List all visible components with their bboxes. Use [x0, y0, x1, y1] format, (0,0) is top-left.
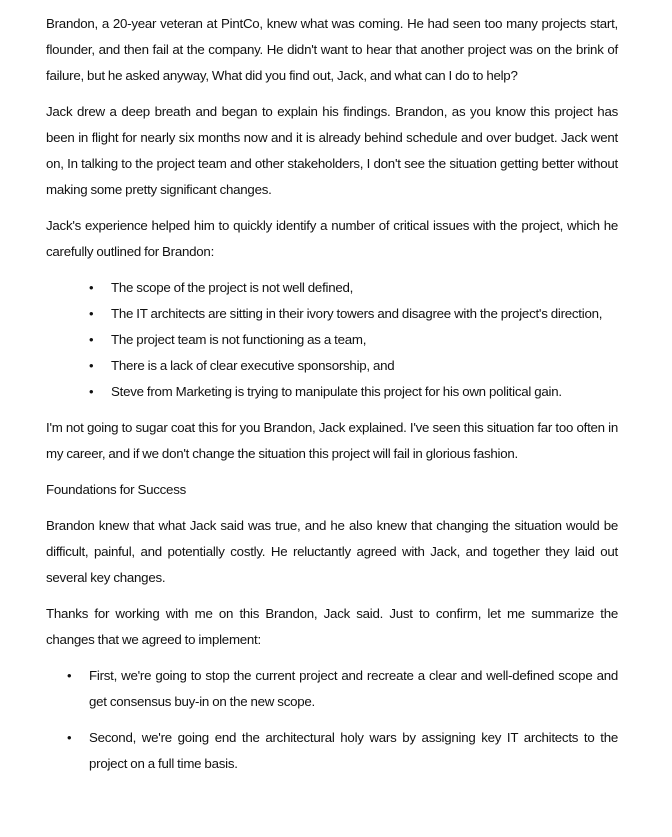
- paragraph-warning: I'm not going to sugar coat this for you Brandon, Jack explained. I've seen this situation far too often in my career, and if we don't change the situation this project will fail in glorious fashion.: [46, 420, 618, 461]
- list-item-text: The scope of the project is not well defined,: [111, 280, 354, 295]
- list-item-text: Second, we're going end the architectural holy wars by assigning key IT architects to the project on a full time basis.: [89, 730, 618, 771]
- list-item: [46, 663, 618, 715]
- bullet-icon: •: [67, 668, 72, 683]
- list-item-text: The project team is not functioning as a team,: [111, 332, 367, 347]
- section-heading: Foundations for Success: [46, 482, 186, 497]
- list-item: [46, 353, 618, 379]
- bullet-icon: •: [89, 280, 94, 295]
- paragraph-agreement: Brandon knew that what Jack said was true, and he also knew that changing the situation would be difficult, painful, and potentially costly. He reluctantly agreed with Jack, and together they laid out several key changes.: [46, 518, 618, 585]
- paragraph-findings: Jack drew a deep breath and began to explain his findings. Brandon, as you know this project has been in flight for nearly six months now and it is already behind schedule and over budget. Jack went on, In talking to the project team and other stakeholders, I don't see the situation getting better without making some pretty significant changes.: [46, 104, 618, 197]
- bullet-icon: •: [89, 358, 94, 373]
- paragraph-summary: Thanks for working with me on this Brandon, Jack said. Just to confirm, let me summarize the changes that we agreed to implement:: [46, 606, 618, 647]
- list-item-text: There is a lack of clear executive sponsorship, and: [111, 358, 395, 373]
- bullet-icon: •: [89, 306, 94, 321]
- list-item: [46, 275, 618, 301]
- paragraph-intro: Brandon, a 20-year veteran at PintCo, knew what was coming. He had seen too many projects start, flounder, and then fail at the company. He didn't want to hear that another project was on the brink of failure, but he asked anyway, What did you find out, Jack, and what can I do to help?: [46, 16, 618, 83]
- list-item-text: Steve from Marketing is trying to manipulate this project for his own political gain.: [111, 384, 562, 399]
- list-item-text: First, we're going to stop the current project and recreate a clear and well-defined scope and get consensus buy-in on the new scope.: [89, 668, 618, 709]
- list-item: [46, 725, 618, 777]
- list-item: [46, 379, 618, 405]
- document-page: [46, 11, 618, 787]
- list-item: [46, 327, 618, 353]
- issues-list: [46, 275, 618, 405]
- bullet-icon: •: [89, 384, 94, 399]
- paragraph-issues-intro: Jack's experience helped him to quickly identify a number of critical issues with the project, which he carefully outlined for Brandon:: [46, 218, 618, 259]
- bullet-icon: •: [89, 332, 94, 347]
- changes-list: [46, 663, 618, 777]
- list-item-text: The IT architects are sitting in their ivory towers and disagree with the project's direction,: [111, 306, 603, 321]
- bullet-icon: •: [67, 730, 72, 745]
- list-item: [46, 301, 618, 327]
